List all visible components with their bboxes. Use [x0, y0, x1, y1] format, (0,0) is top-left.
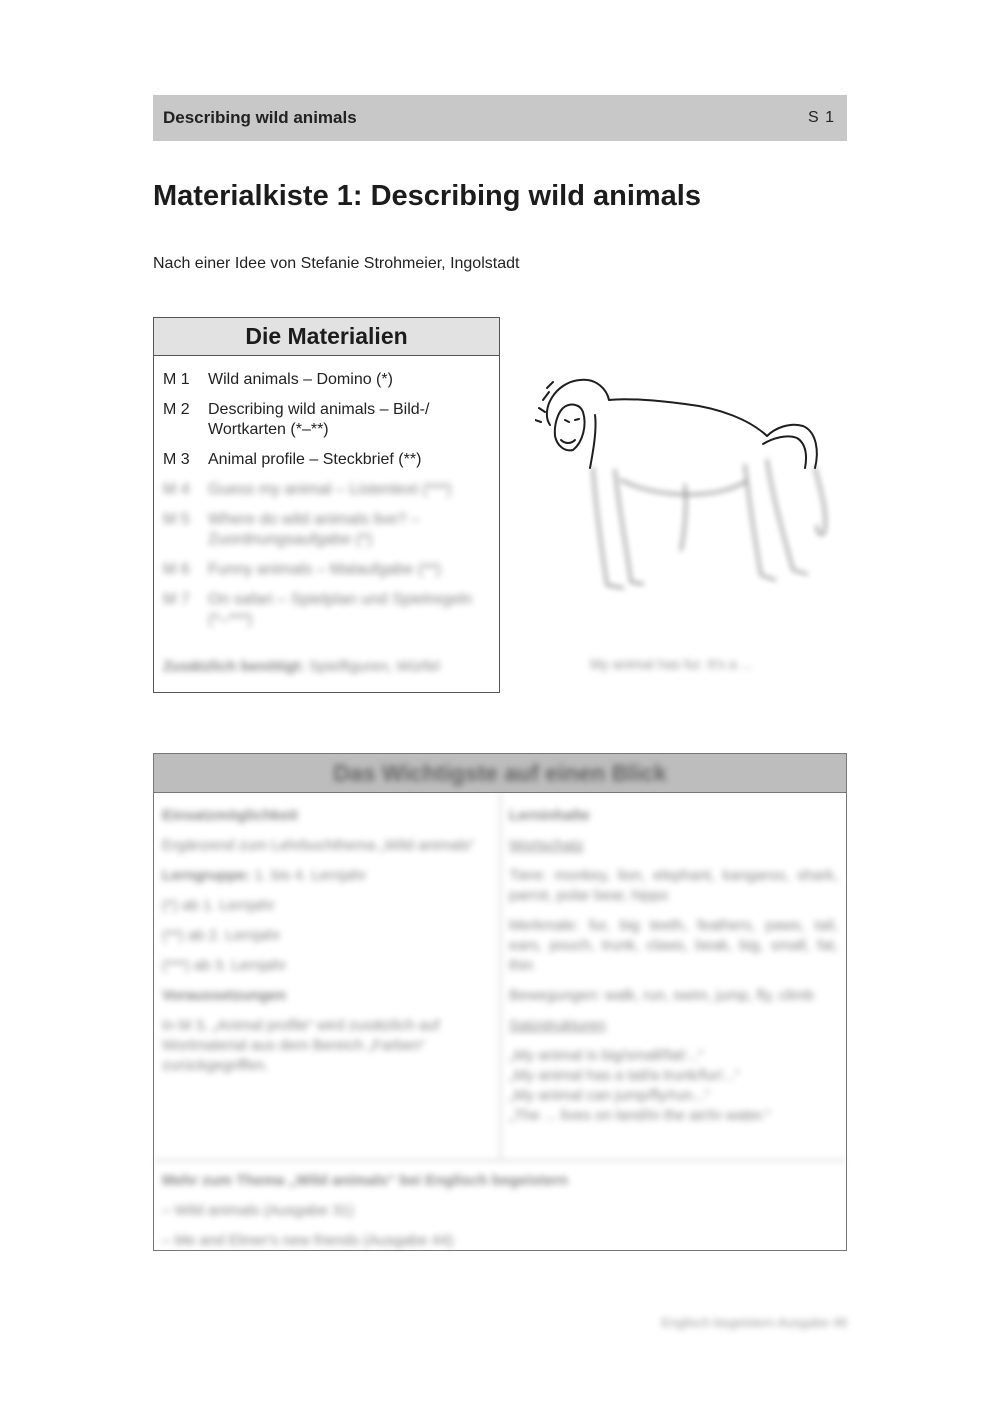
- page-number: S 1: [807, 109, 835, 126]
- prereq-text: In M 3, „Animal profile“ wird zusätzlich auf Wortmaterial aus dem Bereich „Farben“ zurückgegriffen.: [162, 1017, 440, 1074]
- running-header: [153, 95, 847, 141]
- overview-more-section: [154, 1160, 846, 1250]
- materials-heading: Die Materialien: [154, 318, 499, 356]
- structure-line: „My animal has a tail/a trunk/fur/...“: [509, 1067, 740, 1084]
- list-item: [163, 450, 489, 470]
- overview-box: [153, 753, 847, 1251]
- groups-text: 1. bis 4. Lernjahr: [254, 867, 367, 884]
- material-title: Describing wild animals – Bild-/ Wortkarten (*–**): [208, 401, 430, 438]
- overview-left-column: [154, 792, 501, 1160]
- level-2: (**) ab 2. Lernjahr: [162, 927, 281, 944]
- list-item: [163, 480, 489, 500]
- material-title: Wild animals – Domino (*): [208, 371, 393, 388]
- more-line: – Me and Elmer's new friends (Ausgabe 44): [162, 1232, 454, 1249]
- monkey-illustration: [535, 370, 835, 615]
- extra-materials-note: [163, 658, 440, 675]
- vocab-movements: Bewegungen: walk, run, swim, jump, fly, climb: [509, 987, 814, 1004]
- more-heading: Mehr zum Thema „Wild animals“ bei Englisch begeistern: [162, 1172, 568, 1189]
- overview-columns: [154, 792, 846, 1160]
- material-code: M 7: [163, 591, 190, 608]
- vocab-features: Merkmale: fur, big teeth, feathers, paws, tail, ears, pouch, trunk, claws, beak, big, small, fat, thin: [509, 917, 838, 974]
- list-item: [163, 560, 489, 580]
- overview-heading-text: Das Wichtigste auf einen Blick: [333, 760, 667, 786]
- material-code: M 5: [163, 511, 190, 528]
- page-title: Materialkiste 1: Describing wild animals: [153, 180, 701, 212]
- material-title: Funny animals – Malaufgabe (**): [208, 561, 442, 578]
- more-line: – Wild animals (Ausgabe 31): [162, 1202, 354, 1219]
- list-item: [163, 590, 489, 630]
- material-title: Where do wild animals live? – Zuordnungsaufgabe (*): [208, 511, 420, 548]
- material-code: M 6: [163, 561, 190, 578]
- list-item: [163, 370, 489, 390]
- material-code: M 4: [163, 481, 190, 498]
- groups-line: [162, 866, 492, 886]
- vocab-heading: Wortschatz: [509, 837, 584, 854]
- image-caption: My animal has fur. It's a ...: [590, 656, 753, 672]
- usage-text: Ergänzend zum Lehrbuchthema „Wild animals“: [162, 837, 475, 854]
- structures-heading: Satzstrukturen: [509, 1017, 606, 1034]
- prereq-heading: Voraussetzungen: [162, 987, 286, 1004]
- material-title: Guess my animal – Listentext (***): [208, 481, 452, 498]
- vocab-animals: Tiere: monkey, lion, elephant, kangaroo, shark, parrot, polar bear, hippo: [509, 867, 838, 904]
- content-heading: Lerninhalte: [509, 807, 590, 824]
- structure-line: „My animal can jump/fly/run...“: [509, 1087, 710, 1104]
- structure-line: „The ... lives on land/in the air/in water.“: [509, 1107, 771, 1124]
- extra-label: Zusätzlich benötigt:: [163, 658, 305, 675]
- groups-label: Lerngruppe:: [162, 867, 251, 884]
- overview-heading: [154, 754, 846, 793]
- list-item: [163, 510, 489, 550]
- level-3: (***) ab 3. Lernjahr: [162, 957, 287, 974]
- level-1: (*) ab 1. Lernjahr: [162, 897, 275, 914]
- structure-line: „My animal is big/small/fat/...“: [509, 1047, 704, 1064]
- material-code: M 3: [163, 451, 190, 468]
- page-footer: Englisch begeistern Ausgabe 48: [661, 1315, 847, 1330]
- list-item: [163, 400, 489, 440]
- extra-text: Spielfiguren, Würfel: [308, 658, 440, 675]
- material-title: Animal profile – Steckbrief (**): [208, 451, 422, 468]
- materials-list: [154, 356, 499, 630]
- author-line: Nach einer Idee von Stefanie Strohmeier, Ingolstadt: [153, 255, 520, 272]
- usage-heading: Einsatzmöglichkeit: [162, 807, 298, 824]
- overview-right-column: [501, 792, 846, 1160]
- materials-box: [153, 317, 500, 693]
- material-title: On safari – Spielplan und Spielregeln (*–***): [208, 591, 473, 628]
- header-title: Describing wild animals: [163, 108, 357, 127]
- material-code: M 2: [163, 401, 190, 418]
- material-code: M 1: [163, 371, 190, 388]
